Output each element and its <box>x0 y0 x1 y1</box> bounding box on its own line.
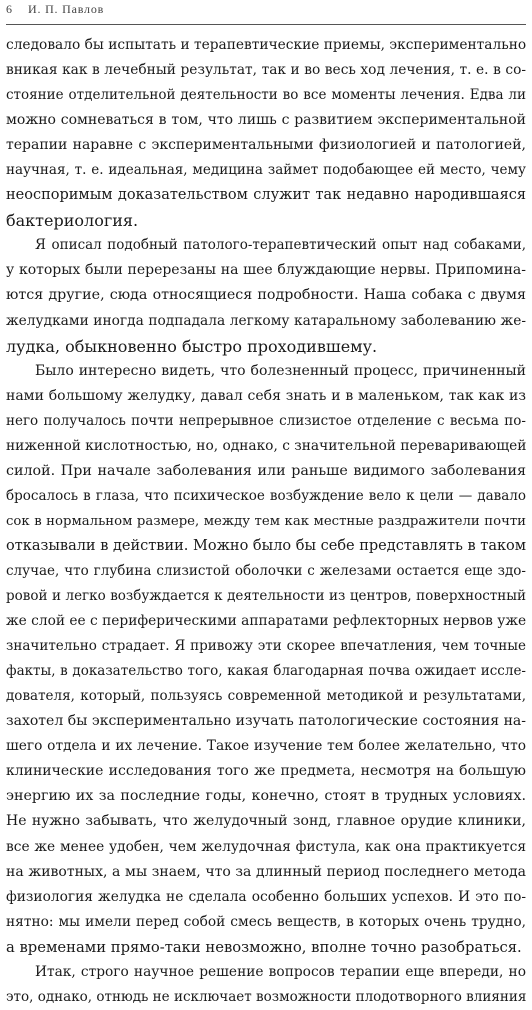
text-body <box>6 33 526 1010</box>
text-line: факты, в доказательство того, какая благодарная почва ожидает иссле- <box>6 663 526 680</box>
text-line: случае, что глубина слизистой оболочки с железами остается еще здо- <box>6 562 526 579</box>
text-line: дователя, который, пользуясь современной методикой и результатами, <box>6 688 526 705</box>
text-line: Было интересно видеть, что болезненный процесс, причиненный <box>35 362 526 379</box>
text-line: захотел бы экспериментально изучать патологические состояния на- <box>6 713 526 730</box>
text-line: следовало бы испытать и терапевтические приемы, экспериментально <box>6 37 527 53</box>
text-line: Итак, строго научное решение вопросов терапии еще впереди, но <box>35 963 526 980</box>
text-line: него получалось почти непрерывное слизистое отделение с весьма по- <box>6 412 526 429</box>
text-line: отказывали в действии. Можно было бы себе представлять в таком <box>6 537 527 554</box>
text-line: все же менее удобен, чем желудочная фистула, как она практикуется <box>6 838 526 855</box>
text-line: стояние отделительной деятельности во все моменты лечения. Едва ли <box>6 87 526 104</box>
text-line: это, однако, отнюдь не исключает возможности плодотворного влияния <box>6 988 527 1005</box>
text-line: же слой ее с периферическими аппаратами рефлекторных нервов уже <box>6 613 527 630</box>
text-line: можно сомневаться в том, что лишь с развитием экспериментальной <box>6 112 526 129</box>
text-line: ются другие, сюда относящиеся подробности. Наша собака с двумя <box>6 287 526 304</box>
page-number: 6 <box>6 2 12 16</box>
text-line: энергию их за последние годы, конечно, стоят в трудных условиях. <box>6 788 526 805</box>
page-header <box>6 0 526 25</box>
text-line: неоспоримым доказательством служит так недавно народившаяся <box>6 187 526 204</box>
text-line: вникая как в лечебный результат, так и во весь ход лечения, т. е. в со- <box>6 62 526 79</box>
text-line: Не нужно забывать, что желудочный зонд, главное орудие клиники, <box>6 813 526 830</box>
text-line: а временами прямо-таки невозможно, вполне точно разобраться. <box>6 938 522 956</box>
text-line: лудка, обыкновенно быстро проходившему. <box>6 336 378 356</box>
text-line: силой. При начале заболевания или раньше видимого заболевания <box>6 462 526 479</box>
text-line: нятно: мы имели перед собой смесь веществ, в которых очень трудно, <box>6 913 526 930</box>
text-line: значительно страдает. Я привожу эти скорее впечатления, чем точные <box>6 638 526 655</box>
text-line: клинические исследования того же предмета, несмотря на большую <box>6 763 526 780</box>
text-line: на животных, а мы знаем, что за длинный период последнего метода <box>6 863 526 880</box>
text-line: у которых были перерезаны на шее блуждающие нервы. Припомина- <box>6 262 526 279</box>
text-line: Я описал подобный патолого-терапевтический опыт над собаками, <box>35 237 526 254</box>
running-title: И. П. Павлов <box>28 2 105 16</box>
text-line: научная, т. е. идеальная, медицина займет подобающее ей место, чему <box>6 162 526 179</box>
text-line: бросалось в глаза, что психическое возбуждение вело к цели — давало <box>6 487 526 504</box>
text-line: нами большому желудку, давал себя знать и в маленьком, так как из <box>6 387 526 404</box>
text-line: бактериология. <box>6 211 139 231</box>
text-line: физиология желудка не сделала особенно больших успехов. И это по- <box>6 888 526 905</box>
text-line: ровой и легко возбуждается к деятельности из центров, поверхностный <box>6 588 526 605</box>
text-line: шего отдела и их лечение. Такое изучение тем более желательно, что <box>6 738 526 755</box>
text-line: желудками иногда подпадала легкому катаральному заболеванию же- <box>6 312 526 329</box>
text-line: сок в нормальном размере, между тем как местные раздражители почти <box>6 513 526 529</box>
text-line: ниженной кислотностью, но, однако, с значительной переваривающей <box>6 437 527 454</box>
text-line: терапии наравне с экспериментальными физиологией и патологией, <box>6 137 526 154</box>
